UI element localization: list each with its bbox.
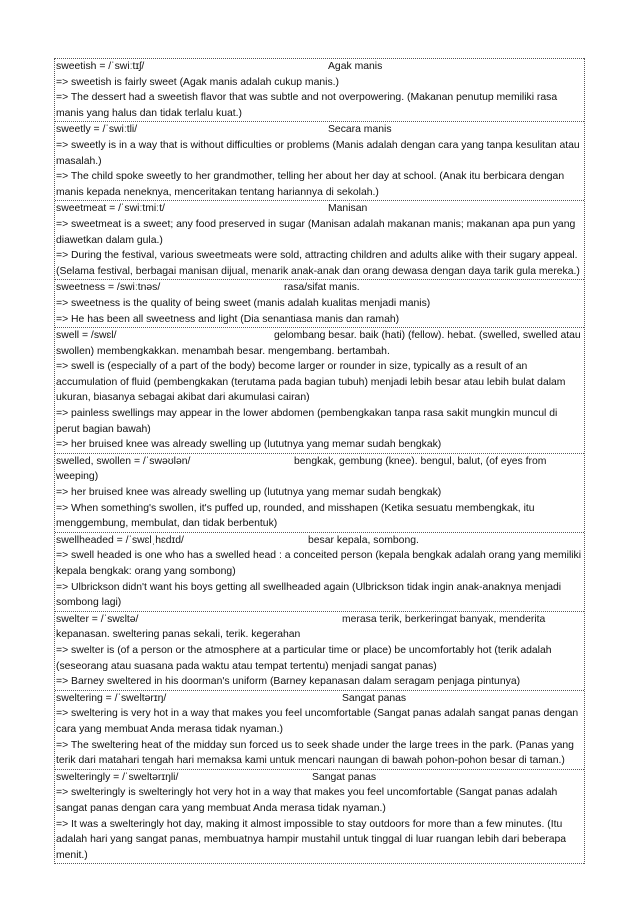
translation: Secara manis [328,124,392,136]
entry-line: => swelteringly is swelteringly hot very hot in a way that makes you feel uncomfortable (Sangat panas adalah sangat panas dengan cara yang membuat Anda merasa tidak nyaman.) [56,787,558,814]
dictionary-entry [55,58,584,121]
entry-header [55,328,584,359]
entry-line: => swell is (especially of a part of the body) become larger or rounder in size, typically as a result of an accumulation of fluid (pembengkakan (terutama pada bagian tubuh) menjadi lebih besar atau lebih bulat dalam ukuran, biasanya sebagai akibat dari akumulasi cairan) [56,361,566,404]
headword: sweetness = /swiːtnəs/ [56,282,161,294]
dictionary-entry [55,327,584,453]
dictionary-entry [55,453,584,532]
entry-line: => swelter is (of a person or the atmosphere at a particular time or place) be uncomfortably hot (terik adalah (seseorang atau suasana pada waktu atau tempat tertentu) menjadi sangat panas) [56,644,552,672]
dictionary-document [54,58,585,864]
headword: swelter = /ˈswɛltə/ [56,613,139,625]
entry-line: => sweetish is fairly sweet (Agak manis adalah cukup manis.) [56,76,339,88]
headword: swellheaded = /ˈswɛlˌhɛdɪd/ [56,534,184,546]
headword: swell = /swɛl/ [56,330,117,342]
dictionary-entry [55,611,584,690]
translation: Manisan [328,203,368,215]
headword: swelled, swollen = /ˈswəʊlən/ [56,455,191,467]
entry-line: => her bruised knee was already swelling up (lututnya yang memar sudah bengkak) [56,487,442,499]
translation: gelombang besar. baik (hati) (fellow). hebat. (swelled, swelled atau swollen) membengkakkan. menambah besar. mengembang. bertambah. [56,330,581,357]
headword: sweetmeat = /ˈswiːtmiːt/ [56,203,165,215]
entry-header [55,533,584,549]
entry-header [55,59,584,75]
dictionary-entry [55,690,584,769]
entry-line: => painless swellings may appear in the lower abdomen (pembengkakan tanpa rasa sakit mungkin muncul di perut bagian bawah) [56,408,558,435]
translation: bengkak, gembung (knee). bengul, balut, (of eyes from weeping) [56,455,547,483]
dictionary-entry [55,532,584,611]
entry-line: => He has been all sweetness and light (Dia senantiasa manis dan ramah) [56,313,400,325]
entry-line: => The child spoke sweetly to her grandmother, telling her about her day at school. (Anak itu berbicara dengan manis kepada neneknya, menceritakan tentang hariannya di sekolah.) [56,171,565,198]
headword: sweetly = /ˈswiːtli/ [56,124,138,136]
entry-header [55,770,584,786]
headword: sweltering = /ˈsweltərɪŋ/ [56,692,167,704]
dictionary-entry [55,200,584,279]
headword: sweetish = /ˈswiːtɪʃ/ [56,61,145,72]
entry-line: => It was a swelteringly hot day, making it almost impossible to stay outdoors for more than a few minutes. (Itu adalah hari yang sangat panas, membuatnya hampir mustahil untuk tinggal di luar ruangan lebih dari beberapa menit.) [56,818,567,861]
translation: Agak manis [328,61,383,72]
translation: Sangat panas [312,771,377,783]
translation: Sangat panas [342,692,407,704]
entry-header [55,280,584,296]
entry-header [55,201,584,217]
entry-header [55,122,584,138]
translation: merasa terik, berkeringat banyak, menderita kepanasan. sweltering panas sekali, terik. kegerahan [56,613,546,641]
dictionary-entry [55,121,584,200]
entry-line: => sweetly is in a way that is without difficulties or problems (Manis adalah dengan cara yang tanpa kesulitan atau masalah.) [56,139,580,167]
entry-line: => sweetmeat is a sweet; any food preserved in sugar (Manisan adalah makanan manis; makanan apa pun yang diawetkan dalam gula.) [56,218,576,246]
entry-line: => The dessert had a sweetish flavor that was subtle and not overpowering. (Makanan penutup memiliki rasa manis yang halus dan tidak terlalu kuat.) [56,92,558,119]
translation: besar kepala, sombong. [308,534,419,546]
dictionary-entry [55,279,584,327]
entry-header [55,691,584,707]
headword: swelteringly = /ˈsweltərɪŋli/ [56,771,179,783]
entry-line: => sweltering is very hot in a way that makes you feel uncomfortable (Sangat panas adalah sangat panas dengan cara yang membuat Anda merasa tidak nyaman.) [56,708,579,735]
entry-line: => Barney sweltered in his doorman's uniform (Barney kepanasan dalam seragam penjaga pintunya) [56,676,521,688]
entry-header [55,612,584,643]
entry-line: => The sweltering heat of the midday sun forced us to seek shade under the large trees in the park. (Panas yang terik dari matahari tengah hari memaksa kami untuk mencari naungan di bawah pohon-pohon besar di taman.) [56,739,574,767]
entry-header [55,454,584,485]
entry-line: => During the festival, various sweetmeats were sold, attracting children and adults alike with their sugary appeal. (Selama festival, berbagai manisan dijual, menarik anak-anak dan orang dewasa dengan daya tarik gula mereka.) [56,250,580,277]
entry-line: => sweetness is the quality of being sweet (manis adalah kualitas menjadi manis) [56,297,431,309]
dictionary-entry [55,769,584,865]
translation: rasa/sifat manis. [284,282,360,294]
entry-line: => Ulbrickson didn't want his boys getting all swellheaded again (Ulbrickson tidak ingin anak-anaknya menjadi sombong lagi) [56,581,562,609]
entry-line: => When something's swollen, it's puffed up, rounded, and misshapen (Ketika sesuatu membengkak, itu menggembung, membulat, dan tidak berbentuk) [56,502,535,530]
entry-line: => her bruised knee was already swelling up (lututnya yang memar sudah bengkak) [56,439,442,451]
entry-line: => swell headed is one who has a swelled head : a conceited person (kepala bengkak adalah orang yang memiliki kepala bengkak: orang yang sombong) [56,550,582,577]
